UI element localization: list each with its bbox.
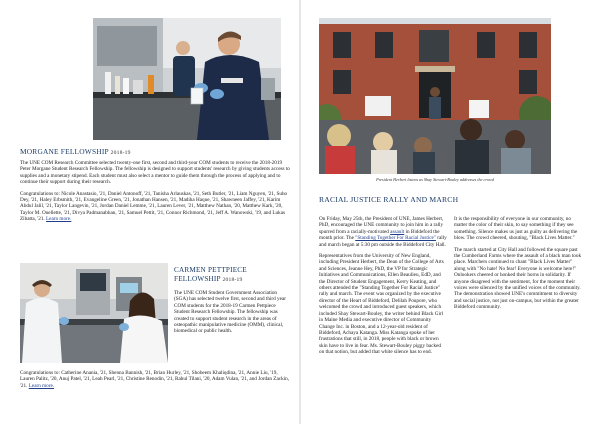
pettpiece-intro <box>174 290 286 340</box>
morgane-heading-title: MORGANE FELLOWSHIP <box>20 147 109 156</box>
rally-col1-p1-text-b: in Biddeford the month prior. The <box>319 228 440 242</box>
rally-col2-paragraph-1: It is the responsibility of everyone in our community, no matter the color of their skin, to say something if they see something. Silence makes us just as guilty as delivering the blow. The crowd cheered, shouting, "Black Lives Matter." <box>454 216 578 242</box>
rally-standing-together-link[interactable]: "Standing Together For Racial Justice" <box>355 235 436 242</box>
pettpiece-heading-line2: FELLOWSHIP <box>174 274 221 283</box>
pettpiece-heading-line2-wrap <box>174 275 247 285</box>
rally-heading: RACIAL JUSTICE RALLY AND MARCH <box>319 195 459 204</box>
morgane-learn-more-link[interactable]: Learn more. <box>46 216 72 223</box>
morgane-heading <box>20 147 131 156</box>
rally-col1-paragraph-2: Representatives from the University of New England, including President Herbert, the Dean of the College of Arts and Sciences, Jeanne Hey, PhD, the VP for Strategic Initiatives and Communications, Ellen Beaulieu, EdD, and the Director of Student Engagement, Kerry Keating, and others attended the "Standing Together For Racial Justice" rally and march. The event was organized by the executive director of the Heart of Biddeford, Delilah Poupore, who welcomed the crowd and introduced guest speakers, which included Shay Stewart-Bouley, the writer behind Black Girl in Maine Media and executive director of Community Change Inc. in Boston, and a 12-year-old resident of Biddeford, Achaya Katanga. Miss Katanga spoke of her frustrations that still, in 2018, people with black or brown skin have to live in fear. Ms. Stewart-Bouley piggy backed on that notion, but added that white silence has to end. <box>319 253 444 356</box>
rally-col2-paragraph-2: The march started at City Hall and followed the square past the Cumberland Farms where the assault of a black man took place. Marchers continued to chant "Black Lives Matter" along with "No hate! No fear! Everyone is welcome here!" Onlookers cheered or honked their horns in solidarity. If anyone disagreed with the sentiment, for the moment their voices were silenced by the unified voices of the community. The demonstration showed UNE's commitment to diversity and social justice, not just on-campus, but within the greater Biddeford community. <box>454 246 582 311</box>
morgane-congrats-text: Congratulations to: Nicole Anastasio, '21, Daniel Antonoff, '21, Tanisha Arlauskas, '21, Seth Butler, '21, Liam Nguyen, '21, Suho Dey, '21, Haley Erbsmith, '21, Evangeline Green, '21, Jonathan Hansen, '21, Madiha Haque, '21, Shawneen Jaffey, '21, Karim Abdul Jalil, '21, Taylor Langevin, '21, Jordan Daniel Lemme, '21, Lauren Lever, '21, Matthew Nathan, '20, Matthew Kark, '20, Taylor M. Ouellette, '21, Divya Padmanabhan, '21, Samuel Pettit, '21, Connor Richmond, '21, Jeff A. Wanowski, '19, and Lukas Zibatta, '21. <box>20 190 288 223</box>
morgane-body <box>20 160 290 228</box>
pettpiece-intro-paragraph: The UNE COM Student Government Association (SGA) has selected twelve first, second and third year COM students for the 2018-19 Carmen Pettpiece Student Research Fellowship. The fellowship was created to support student research in the areas of osteopathic manipulative medicine (OMM), clinical, biomedical or public health. <box>174 290 286 335</box>
morgane-heading-date: 2018-19 <box>110 150 131 156</box>
pettpiece-congrats-paragraph <box>20 370 290 389</box>
rally-col1-p1-text-a: On Friday, May 25th, the President of UNE, James Herbert, PhD, encouraged the UNE community to join him in a rally spurred from a racially-motivated <box>319 216 444 235</box>
rally-col1-p1-text-c: rally and march began at 5:30 pm outside the Biddeford City Hall. <box>319 235 447 248</box>
rally-assault-link[interactable]: assault <box>390 228 405 235</box>
rally-column-2 <box>454 216 582 316</box>
rally-photo-caption: President Herbert listens as Shay Stewart-Bouley addresses the crowd <box>376 177 494 182</box>
pettpiece-heading-date: 2018-19 <box>222 276 243 283</box>
rally-photo <box>319 18 551 174</box>
pettpiece-heading-line1: CARMEN PETTPIECE <box>174 266 247 274</box>
left-page <box>0 0 299 424</box>
morgane-congrats-paragraph <box>20 191 290 223</box>
lab-photo-pettpiece <box>20 263 168 363</box>
pettpiece-heading <box>174 266 247 284</box>
rally-column-1 <box>319 216 447 361</box>
pettpiece-congrats-text: Congratulations to: Catherine Anania, '21, Shenna Bannish, '21, Brian Hurley, '21, Shoheem Khaliqdina, '21, Annie Liu, '19, Lauren Palitz, '20, Anuj Patel, '21, Leah Pearl, '21, Christine Renodin, '21, Rahul Tilani, '20, Adam Vulan, '21, and Jordan Zackin, '21. <box>20 370 290 389</box>
morgane-intro-paragraph: The UNE COM Research Committee selected twenty-one first, second and third-year COM students to receive the 2018-2019 Peter Morgane Student Research Fellowship. The fellowship is designed to support students' research by giving students access to supplies and a monetary stipend. Each student must also select a mentor to guide them through the process of applying and to continue their support during their research. <box>20 160 290 186</box>
pettpiece-congrats <box>20 370 290 394</box>
rally-col1-paragraph-1 <box>319 216 447 248</box>
lab-photo-morgane <box>93 18 281 140</box>
pettpiece-learn-more-link[interactable]: Learn more. <box>28 382 55 389</box>
right-page <box>301 0 600 424</box>
